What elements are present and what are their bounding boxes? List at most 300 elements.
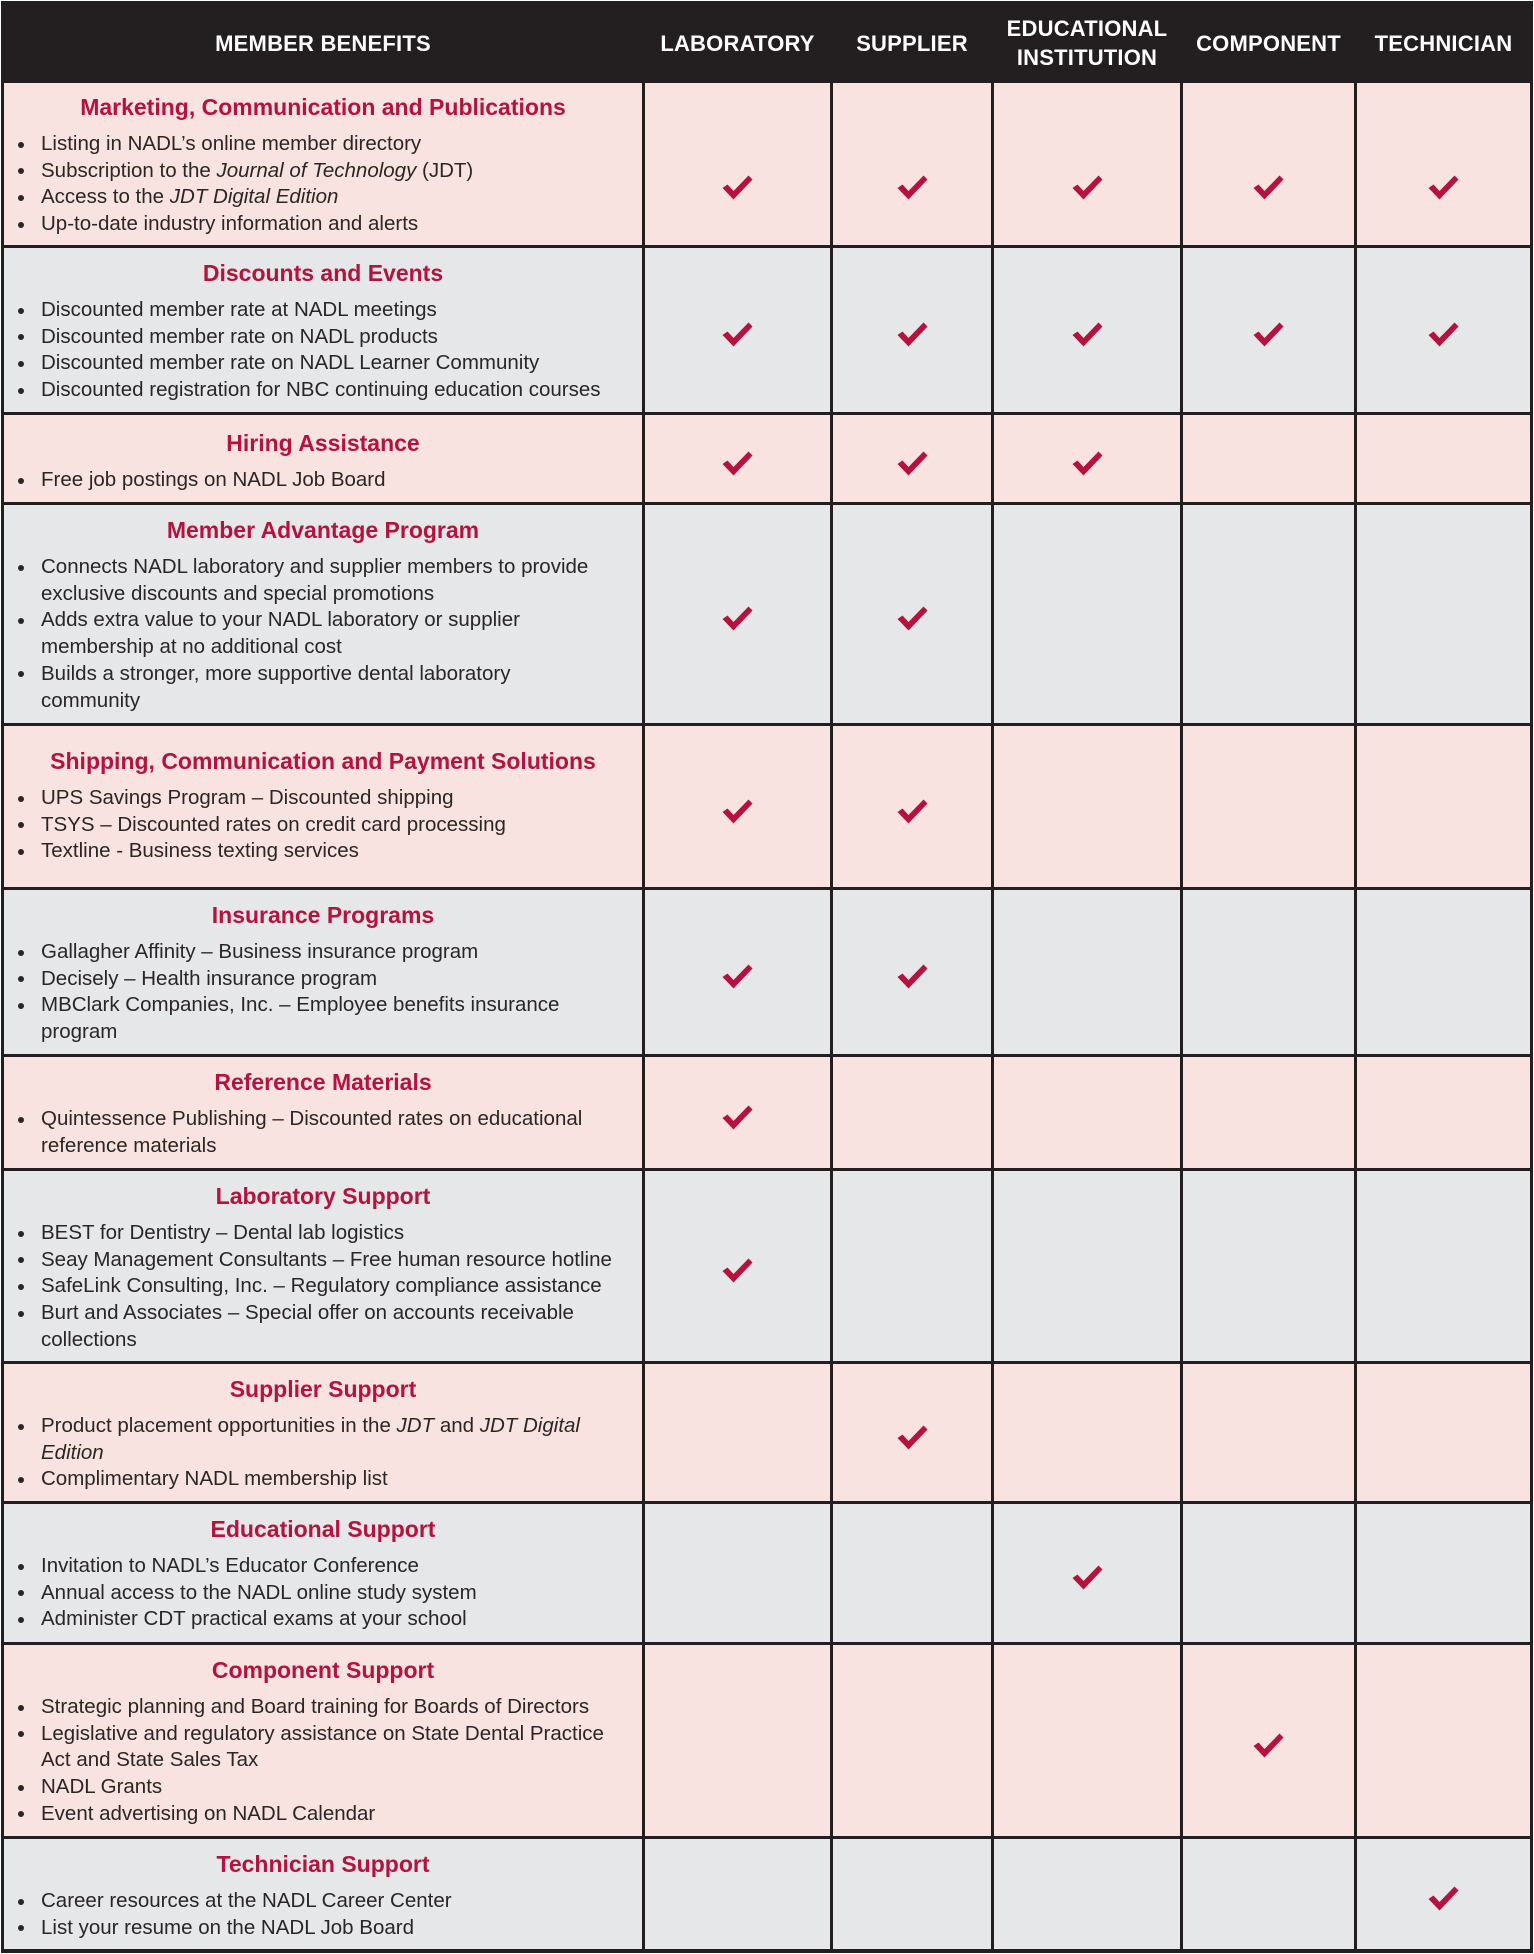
text-segment: Career resources at the NADL Career Center	[41, 1889, 452, 1912]
category-title: Discounts and Events	[202, 260, 444, 286]
laboratory-cell	[645, 726, 830, 887]
check-icon-shape	[723, 451, 753, 475]
bullet-dot	[18, 1899, 24, 1905]
laboratory-cell	[645, 1504, 830, 1642]
text-segment: Quintessence Publishing – Discounted rates on educational	[41, 1107, 583, 1130]
check-icon-shape	[1072, 175, 1102, 199]
bullet-line	[41, 377, 642, 404]
text-segment: Builds a stronger, more supportive dental laboratory	[41, 661, 511, 685]
educational-institution-cell	[994, 1645, 1180, 1836]
check-icon-shape	[1254, 175, 1284, 199]
component-cell	[1183, 890, 1354, 1054]
bullet-item	[41, 158, 642, 185]
bullet-line	[41, 1019, 642, 1046]
text-segment: Free job postings on NADL Job Board	[41, 468, 386, 491]
bullet-line	[41, 581, 642, 608]
check-icon	[897, 964, 928, 989]
educational-institution-cell	[994, 890, 1180, 1054]
italic-text: JDT Digital Edition	[169, 185, 339, 209]
text-segment: Annual access to the NADL online study system	[41, 1580, 477, 1604]
bullet-dot	[18, 950, 24, 956]
header-component	[1183, 4, 1354, 80]
bullet-item	[41, 131, 642, 158]
bullet-line	[41, 634, 642, 661]
header-laboratory-label: LABORATORY	[660, 30, 815, 56]
benefit-category-cell	[4, 415, 642, 502]
benefit-category-cell	[4, 1171, 642, 1361]
bullet-list	[4, 297, 642, 404]
check-icon	[722, 322, 753, 347]
header-component-label: COMPONENT	[1196, 30, 1341, 56]
bullet-line	[41, 1721, 642, 1748]
text-segment: Textline - Business texting services	[41, 839, 359, 863]
bullet-line	[41, 785, 642, 812]
bullet-line	[41, 1247, 642, 1274]
component-cell	[1183, 1057, 1354, 1168]
supplier-cell	[833, 1364, 991, 1501]
bullet-line	[41, 939, 642, 966]
bullet-list	[4, 1888, 642, 1941]
bullet-line	[41, 1747, 642, 1774]
component-cell	[1183, 83, 1354, 245]
supplier-cell	[833, 83, 991, 245]
check-icon	[722, 964, 753, 989]
bullet-line	[41, 1133, 642, 1160]
bullet-line	[41, 838, 642, 865]
technician-cell	[1357, 1504, 1530, 1642]
technician-cell	[1357, 726, 1530, 887]
text-segment: Up-to-date industry information and alerts	[41, 212, 419, 236]
category-title: Insurance Programs	[211, 902, 435, 928]
bullet-dot	[18, 1731, 24, 1737]
text-segment: Adds extra value to your NADL laboratory or supplier	[41, 608, 520, 632]
supplier-cell	[833, 1839, 991, 1949]
laboratory-cell	[645, 505, 830, 723]
text-segment: program	[41, 1020, 118, 1044]
bullet-line	[41, 1327, 642, 1354]
component-cell	[1183, 726, 1354, 887]
text-segment: Seay Management Consultants – Free human resource hotline	[41, 1247, 612, 1271]
text-segment: Legislative and regulatory assistance on State Dental Practice	[41, 1721, 604, 1745]
component-cell	[1183, 505, 1354, 723]
bullet-dot	[18, 1257, 24, 1263]
bullet-item	[41, 661, 642, 714]
bullet-line	[41, 1300, 642, 1327]
bullet-item	[41, 1915, 642, 1942]
text-segment: collections	[41, 1327, 137, 1351]
check-icon-shape	[723, 323, 753, 347]
benefits-table	[1, 1, 1533, 1953]
bullet-item	[41, 607, 642, 660]
check-icon	[722, 606, 753, 631]
component-cell	[1183, 415, 1354, 502]
text-segment: community	[41, 688, 141, 712]
bullet-dot	[18, 618, 24, 624]
bullet-item	[41, 554, 642, 607]
bullet-list	[4, 939, 642, 1046]
text-segment: and	[434, 1414, 480, 1437]
check-icon-shape	[897, 799, 927, 823]
text-segment: Complimentary NADL membership list	[41, 1467, 388, 1491]
component-cell	[1183, 1645, 1354, 1836]
bullet-item	[41, 467, 642, 494]
bullet-item	[41, 1774, 642, 1801]
header-laboratory	[645, 4, 830, 80]
bullet-list	[4, 1413, 642, 1493]
bullet-line	[41, 1466, 642, 1493]
technician-cell	[1357, 83, 1530, 245]
bullet-line	[41, 1580, 642, 1607]
bullet-list	[4, 1106, 642, 1159]
check-icon-shape	[723, 799, 753, 823]
bullet-item	[41, 297, 642, 324]
text-segment: Strategic planning and Board training for Boards of Directors	[41, 1695, 590, 1718]
bullet-item	[41, 350, 642, 377]
bullet-line	[41, 966, 642, 993]
text-segment: BEST for Dentistry – Dental lab logistics	[41, 1221, 405, 1244]
category-title: Hiring Assistance	[226, 430, 420, 456]
text-segment: (JDT)	[416, 158, 474, 182]
check-icon	[1072, 451, 1103, 476]
text-segment: Gallagher Affinity – Business insurance program	[41, 940, 479, 963]
supplier-cell	[833, 890, 991, 1054]
check-icon	[722, 799, 753, 824]
bullet-item	[41, 184, 642, 211]
check-icon	[1428, 322, 1459, 347]
bullet-dot	[18, 1590, 24, 1596]
header-technician-label: TECHNICIAN	[1374, 30, 1513, 56]
bullet-line	[41, 1606, 642, 1633]
bullet-list	[4, 131, 642, 238]
category-title: Component Support	[211, 1657, 435, 1683]
technician-cell	[1357, 1839, 1530, 1949]
check-icon	[897, 451, 928, 476]
bullet-item	[41, 992, 642, 1045]
bullet-line	[41, 158, 642, 185]
supplier-cell	[833, 415, 991, 502]
bullet-item	[41, 1106, 642, 1159]
bullet-line	[41, 1801, 642, 1828]
laboratory-cell	[645, 83, 830, 245]
bullet-item	[41, 324, 642, 351]
technician-cell	[1357, 505, 1530, 723]
bullet-list	[4, 1220, 642, 1354]
text-segment: Listing in NADL’s online member directory	[41, 132, 422, 155]
text-segment: Event advertising on NADL Calendar	[41, 1801, 376, 1825]
category-title: Laboratory Support	[215, 1183, 431, 1209]
check-icon	[897, 1425, 928, 1450]
benefit-category-cell	[4, 890, 642, 1054]
check-icon-shape	[897, 175, 927, 199]
bullet-line	[41, 661, 642, 688]
check-icon-shape	[723, 1105, 753, 1129]
check-icon	[1428, 1886, 1459, 1911]
bullet-dot	[18, 388, 24, 394]
bullet-item	[41, 1300, 642, 1353]
educational-institution-cell	[994, 248, 1180, 412]
text-segment: Invitation to NADL’s Educator Conference	[41, 1554, 419, 1577]
header-educational-institution	[994, 4, 1180, 80]
check-icon	[1253, 1733, 1284, 1758]
educational-institution-cell	[994, 415, 1180, 502]
check-icon-shape	[1429, 1887, 1459, 1911]
text-segment: List your resume on the NADL Job Board	[41, 1915, 414, 1939]
bullet-dot	[18, 1477, 24, 1483]
bullet-list	[4, 1694, 642, 1828]
bullet-dot	[18, 1811, 24, 1817]
benefit-category-cell	[4, 1839, 642, 1949]
bullet-dot	[18, 976, 24, 982]
bullet-line	[41, 184, 642, 211]
check-icon	[897, 606, 928, 631]
supplier-cell	[833, 726, 991, 887]
header-supplier	[833, 4, 991, 80]
check-icon	[722, 1105, 753, 1130]
bullet-line	[41, 297, 642, 324]
technician-cell	[1357, 415, 1530, 502]
check-icon	[1253, 175, 1284, 200]
bullet-dot	[18, 565, 24, 571]
component-cell	[1183, 1839, 1354, 1949]
text-segment: Connects NADL laboratory and supplier members to provide	[41, 555, 589, 578]
bullet-dot	[18, 222, 24, 228]
check-icon-shape	[1254, 323, 1284, 347]
bullet-dot	[18, 1705, 24, 1711]
laboratory-cell	[645, 890, 830, 1054]
technician-cell	[1357, 248, 1530, 412]
bullet-line	[41, 554, 642, 581]
check-icon-shape	[897, 451, 927, 475]
text-segment: Discounted registration for NBC continuing education courses	[41, 378, 601, 402]
text-segment: UPS Savings Program – Discounted shipping	[41, 786, 454, 809]
bullet-item	[41, 377, 642, 404]
text-segment: Subscription to the	[41, 158, 217, 182]
bullet-item	[41, 1220, 642, 1247]
bullet-line	[41, 812, 642, 839]
technician-cell	[1357, 1057, 1530, 1168]
category-title: Educational Support	[210, 1516, 436, 1542]
component-cell	[1183, 1364, 1354, 1501]
category-title: Technician Support	[216, 1851, 430, 1877]
bullet-dot	[18, 849, 24, 855]
bullet-dot	[18, 1284, 24, 1290]
benefit-category-cell	[4, 1057, 642, 1168]
header-educational-institution-label: EDUCATIONAL INSTITUTION	[1006, 16, 1168, 70]
benefit-category-cell	[4, 83, 642, 245]
italic-text: Journal of Technology	[216, 158, 417, 182]
bullet-dot	[18, 478, 24, 484]
bullet-line	[41, 1273, 642, 1300]
bullet-dot	[18, 1424, 24, 1430]
bullet-item	[41, 838, 642, 865]
laboratory-cell	[645, 1364, 830, 1501]
bullet-list	[4, 785, 642, 865]
check-icon	[1428, 175, 1459, 200]
supplier-cell	[833, 248, 991, 412]
text-segment: exclusive discounts and special promotions	[41, 581, 435, 605]
category-title: Marketing, Communication and Publications	[80, 94, 566, 120]
laboratory-cell	[645, 248, 830, 412]
bullet-item	[41, 1721, 642, 1774]
bullet-dot	[18, 1785, 24, 1791]
bullet-dot	[18, 1925, 24, 1931]
text-segment: Decisely – Health insurance program	[41, 966, 378, 990]
technician-cell	[1357, 1645, 1530, 1836]
technician-cell	[1357, 1171, 1530, 1361]
bullet-dot	[18, 361, 24, 367]
bullet-dot	[18, 1003, 24, 1009]
check-icon-shape	[1072, 1566, 1102, 1590]
check-icon-shape	[1072, 323, 1102, 347]
check-icon-shape	[1072, 451, 1102, 475]
bullet-item	[41, 1888, 642, 1915]
text-segment: membership at no additional cost	[41, 635, 342, 659]
technician-cell	[1357, 890, 1530, 1054]
benefit-category-cell	[4, 248, 642, 412]
supplier-cell	[833, 1504, 991, 1642]
laboratory-cell	[645, 1839, 830, 1949]
benefit-category-cell	[4, 1364, 642, 1501]
category-title: Supplier Support	[229, 1376, 417, 1402]
bullet-dot	[18, 308, 24, 314]
bullet-line	[41, 992, 642, 1019]
text-segment: Access to the	[41, 185, 170, 209]
bullet-line	[41, 1888, 642, 1915]
laboratory-cell	[645, 1057, 830, 1168]
educational-institution-cell	[994, 726, 1180, 887]
laboratory-cell	[645, 1645, 830, 1836]
bullet-dot	[18, 1564, 24, 1570]
text-segment: Product placement opportunities in the	[41, 1414, 397, 1437]
supplier-cell	[833, 1645, 991, 1836]
text-segment: Burt and Associates – Special offer on accounts receivable	[41, 1301, 574, 1325]
bullet-item	[41, 1694, 642, 1721]
text-segment: Discounted member rate on NADL products	[41, 324, 438, 348]
laboratory-cell	[645, 1171, 830, 1361]
text-segment: TSYS – Discounted rates on credit card processing	[41, 812, 506, 836]
educational-institution-cell	[994, 1171, 1180, 1361]
bullet-line	[41, 131, 642, 158]
bullet-dot	[18, 1117, 24, 1123]
check-icon	[722, 451, 753, 476]
component-cell	[1183, 1504, 1354, 1642]
bullet-item	[41, 1413, 642, 1466]
bullet-dot	[18, 195, 24, 201]
check-icon-shape	[897, 607, 927, 631]
check-icon-shape	[723, 607, 753, 631]
supplier-cell	[833, 1057, 991, 1168]
check-icon-shape	[897, 323, 927, 347]
bullet-item	[41, 1580, 642, 1607]
check-icon	[897, 175, 928, 200]
bullet-line	[41, 350, 642, 377]
italic-text: JDT	[396, 1414, 435, 1437]
text-segment: Act and State Sales Tax	[41, 1748, 259, 1772]
bullet-dot	[18, 142, 24, 148]
bullet-item	[41, 966, 642, 993]
check-icon-shape	[1429, 175, 1459, 199]
check-icon	[1072, 322, 1103, 347]
bullet-line	[41, 688, 642, 715]
text-segment: Administer CDT practical exams at your school	[41, 1607, 467, 1631]
bullet-line	[41, 324, 642, 351]
header-member-benefits	[4, 4, 642, 80]
bullet-item	[41, 1553, 642, 1580]
bullet-dot	[18, 822, 24, 828]
check-icon	[1072, 1565, 1103, 1590]
bullet-item	[41, 1606, 642, 1633]
bullet-line	[41, 467, 642, 494]
supplier-cell	[833, 1171, 991, 1361]
laboratory-cell	[645, 415, 830, 502]
text-segment: MBClark Companies, Inc. – Employee benefits insurance	[41, 993, 560, 1017]
check-icon	[897, 799, 928, 824]
check-icon	[1072, 175, 1103, 200]
bullet-dot	[18, 671, 24, 677]
bullet-list	[4, 1553, 642, 1633]
header-supplier-label: SUPPLIER	[856, 30, 968, 56]
check-icon-shape	[723, 1259, 753, 1283]
bullet-line	[41, 1440, 642, 1467]
component-cell	[1183, 248, 1354, 412]
bullet-item	[41, 939, 642, 966]
category-title: Shipping, Communication and Payment Solutions	[50, 748, 596, 774]
bullet-item	[41, 1273, 642, 1300]
check-icon-shape	[897, 1425, 927, 1449]
check-icon	[722, 1258, 753, 1283]
text-segment: NADL Grants	[41, 1775, 163, 1799]
bullet-line	[41, 211, 642, 238]
text-segment: SafeLink Consulting, Inc. – Regulatory compliance assistance	[41, 1274, 602, 1298]
bullet-line	[41, 1553, 642, 1580]
check-icon-shape	[723, 175, 753, 199]
bullet-list	[4, 467, 642, 494]
educational-institution-cell	[994, 1057, 1180, 1168]
check-icon	[1253, 322, 1284, 347]
bullet-line	[41, 1413, 642, 1440]
bullet-dot	[18, 168, 24, 174]
category-title: Reference Materials	[214, 1069, 432, 1095]
bullet-line	[41, 607, 642, 634]
bullet-line	[41, 1694, 642, 1721]
bullet-line	[41, 1915, 642, 1942]
bullet-dot	[18, 1311, 24, 1317]
bullet-item	[41, 785, 642, 812]
header-technician	[1357, 4, 1530, 80]
bullet-item	[41, 1466, 642, 1493]
bullet-item	[41, 1247, 642, 1274]
bullet-line	[41, 1220, 642, 1247]
educational-institution-cell	[994, 1839, 1180, 1949]
bullet-dot	[18, 334, 24, 340]
bullet-item	[41, 211, 642, 238]
supplier-cell	[833, 505, 991, 723]
component-cell	[1183, 1171, 1354, 1361]
benefit-category-cell	[4, 505, 642, 723]
bullet-list	[4, 554, 642, 714]
check-icon	[897, 322, 928, 347]
educational-institution-cell	[994, 505, 1180, 723]
bullet-item	[41, 1801, 642, 1828]
check-icon	[722, 175, 753, 200]
italic-text: Edition	[41, 1440, 104, 1464]
check-icon-shape	[1429, 323, 1459, 347]
bullet-dot	[18, 796, 24, 802]
check-icon-shape	[1254, 1733, 1284, 1757]
header-member-benefits-label: MEMBER BENEFITS	[215, 30, 431, 56]
check-icon-shape	[723, 965, 753, 989]
italic-text: JDT Digital	[479, 1414, 580, 1437]
